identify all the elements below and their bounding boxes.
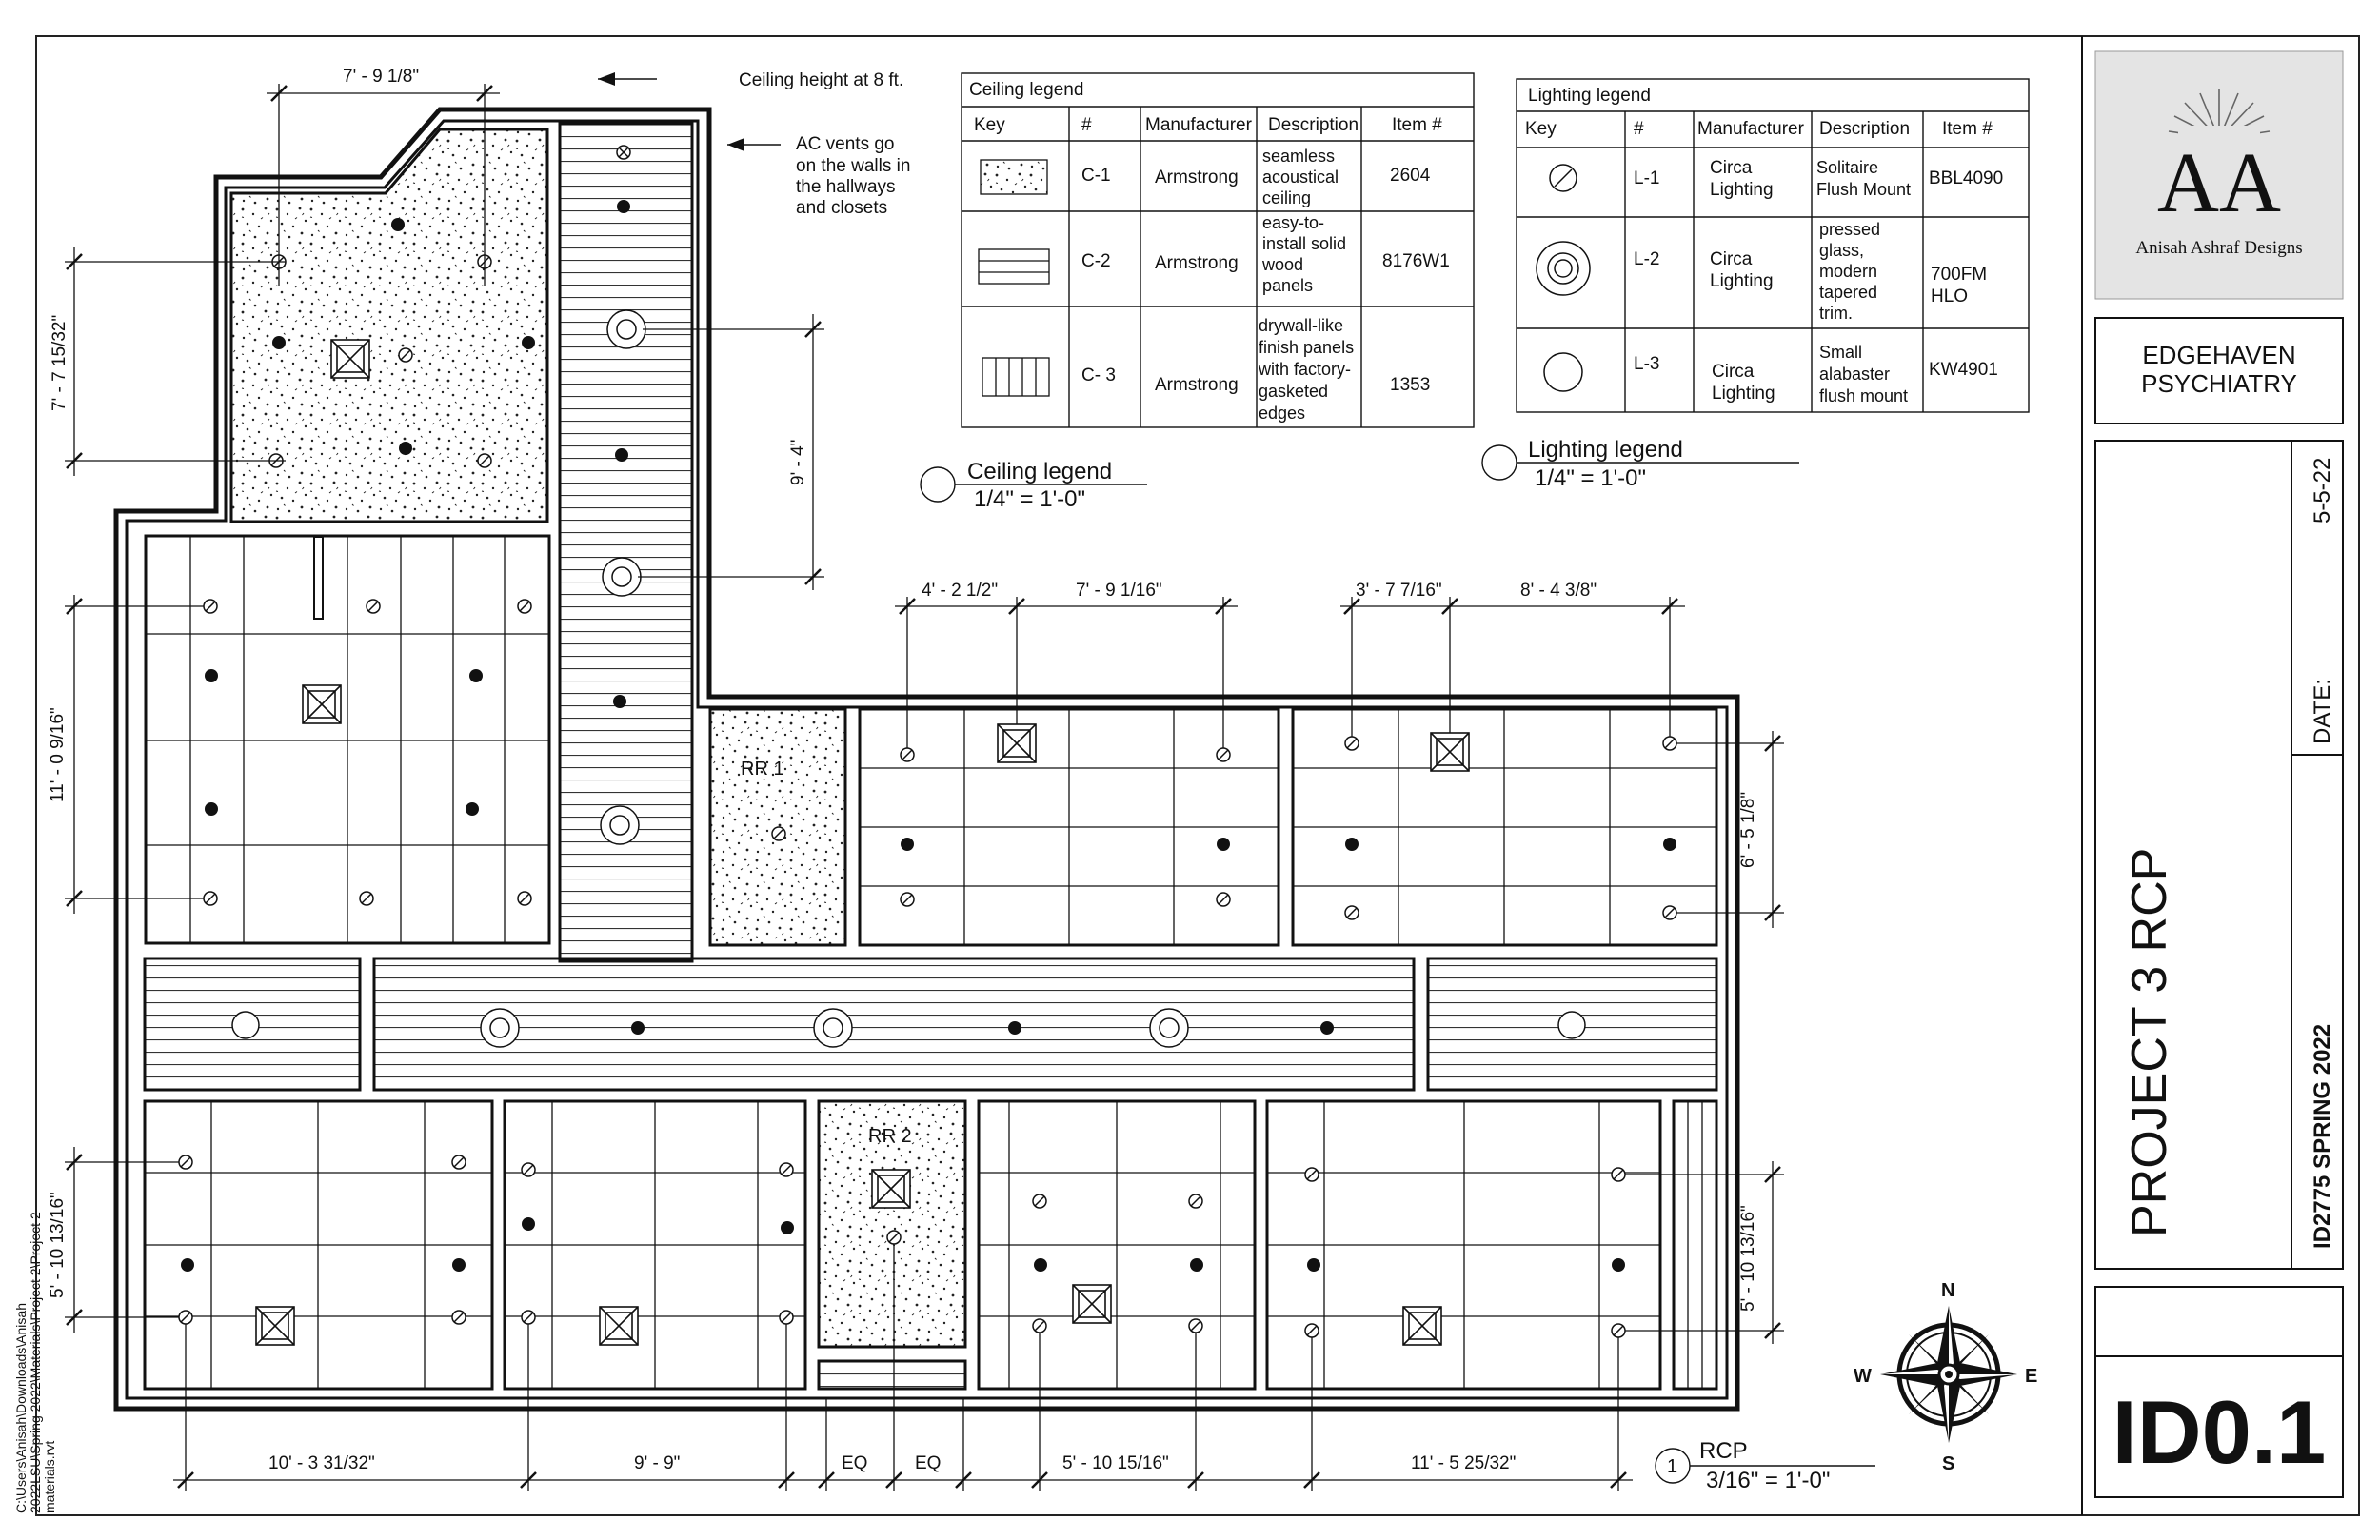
ceiling-header-item: Item # bbox=[1392, 115, 1442, 135]
arrow-head-icon bbox=[727, 138, 744, 151]
solitaire-flush-mount-icon bbox=[522, 1311, 535, 1324]
compass-east: E bbox=[2025, 1366, 2038, 1387]
room-bottom-3 bbox=[979, 1101, 1255, 1389]
ceiling-row2-num: C-2 bbox=[1081, 251, 1111, 271]
dim-office-b1: 3' - 7 7/16" bbox=[1356, 581, 1442, 601]
lighting-header-description: Description bbox=[1819, 119, 1911, 139]
dim-corridor: 9' - 4" bbox=[788, 439, 808, 485]
solitaire-flush-mount-icon bbox=[1663, 737, 1676, 750]
compass-south: S bbox=[1942, 1453, 1955, 1474]
lighting-row2-desc-2: glass, bbox=[1819, 241, 1865, 260]
lighting-header-key: Key bbox=[1525, 119, 1557, 139]
ac-vents-note-4: and closets bbox=[796, 198, 888, 218]
solitaire-flush-mount-icon bbox=[1033, 1194, 1046, 1208]
project-title: PROJECT 3 RCP bbox=[2122, 847, 2177, 1237]
pressed-glass-pendant-icon bbox=[1150, 1009, 1188, 1047]
room-left-grid bbox=[146, 536, 549, 943]
date-label: DATE: bbox=[2310, 679, 2335, 744]
ceiling-row3-manufacturer: Armstrong bbox=[1155, 375, 1239, 395]
client-name-line-1: EDGEHAVEN bbox=[2142, 341, 2296, 369]
solitaire-flush-mount-icon bbox=[179, 1155, 192, 1169]
dim-top: 7' - 9 1/8" bbox=[343, 67, 420, 87]
lighting-row3-desc-2: alabaster bbox=[1819, 365, 1891, 384]
solitaire-flush-mount-icon bbox=[1033, 1319, 1046, 1333]
file-path-line-1: C:\Users\Anisah\Downloads\Anisah bbox=[13, 1303, 29, 1513]
view-marker-icon bbox=[1482, 445, 1517, 480]
room-bottom-2 bbox=[505, 1101, 805, 1389]
ceiling-row1-desc-1: seamless bbox=[1262, 147, 1336, 166]
lighting-row2-mfr-1: Circa bbox=[1710, 249, 1753, 269]
ceiling-row1-manufacturer: Armstrong bbox=[1155, 168, 1239, 188]
lighting-row3-item: KW4901 bbox=[1929, 360, 1998, 380]
view-marker-icon bbox=[921, 467, 955, 502]
ac-vent-icon bbox=[256, 1307, 294, 1345]
ceiling-row2-item: 8176W1 bbox=[1382, 251, 1450, 271]
lighting-row1-item: BBL4090 bbox=[1929, 168, 2004, 188]
room-closet-right bbox=[1674, 1101, 1716, 1389]
solitaire-flush-mount-icon bbox=[452, 1155, 466, 1169]
dim-bottom-1: 10' - 3 31/32" bbox=[268, 1453, 375, 1473]
lighting-row3-desc-1: Small bbox=[1819, 343, 1863, 362]
ceiling-row2-manufacturer: Armstrong bbox=[1155, 253, 1239, 273]
solitaire-flush-mount-icon bbox=[780, 1163, 793, 1176]
client-name-line-2: PSYCHIATRY bbox=[2141, 369, 2297, 398]
ceiling-legend-callout bbox=[921, 459, 1147, 512]
lighting-legend-table bbox=[1517, 79, 2029, 412]
dim-bottom-2: 9' - 9" bbox=[634, 1453, 681, 1473]
file-path-line-3: materials.rvt bbox=[42, 1440, 57, 1513]
solitaire-flush-mount-icon bbox=[780, 1311, 793, 1324]
solitaire-flush-mount-icon bbox=[617, 146, 630, 159]
lighting-row2-desc-5: trim. bbox=[1819, 304, 1853, 323]
solitaire-flush-mount-icon bbox=[204, 892, 217, 905]
corridor-horizontal bbox=[145, 958, 1716, 1090]
ceiling-header-key: Key bbox=[974, 115, 1005, 135]
room-office-a bbox=[860, 709, 1279, 945]
solitaire-flush-mount-icon bbox=[179, 1311, 192, 1324]
lighting-callout-scale: 1/4" = 1'-0" bbox=[1535, 465, 1647, 491]
sheet-number: ID0.1 bbox=[2112, 1382, 2327, 1482]
dim-left-lower: 5' - 10 13/16" bbox=[48, 1192, 68, 1298]
firm-logo bbox=[2095, 51, 2343, 299]
solitaire-flush-mount-icon bbox=[399, 348, 412, 362]
lighting-row3-desc-3: flush mount bbox=[1819, 386, 1909, 405]
dim-bottom-5: 5' - 10 15/16" bbox=[1062, 1453, 1169, 1473]
lighting-row3-mfr-1: Circa bbox=[1712, 362, 1755, 382]
lighting-row3-num: L-3 bbox=[1634, 354, 1660, 374]
ceiling-height-note: Ceiling height at 8 ft. bbox=[739, 70, 904, 90]
ceiling-header-description: Description bbox=[1268, 115, 1359, 135]
lighting-header-manufacturer: Manufacturer bbox=[1697, 119, 1804, 139]
room-label-rr2: RR 2 bbox=[868, 1126, 912, 1147]
file-path-line-2: 2022LSU\Spring 2022\Materials\Project 2\Project 2 bbox=[28, 1212, 43, 1513]
ceiling-callout-scale: 1/4" = 1'-0" bbox=[974, 486, 1086, 512]
lighting-row3-mfr-2: Lighting bbox=[1712, 384, 1775, 404]
lighting-row1-desc-1: Solitaire bbox=[1816, 158, 1879, 177]
dim-right-lower: 5' - 10 13/16" bbox=[1738, 1205, 1758, 1312]
ceiling-row1-desc-2: acoustical bbox=[1262, 168, 1339, 187]
room-label-rr1: RR 1 bbox=[741, 759, 784, 780]
pressed-glass-pendant-icon bbox=[603, 558, 641, 596]
solitaire-flush-mount-icon bbox=[1345, 737, 1359, 750]
ac-vent-icon bbox=[600, 1307, 638, 1345]
ac-vent-icon bbox=[998, 724, 1036, 762]
ac-vents-note-1: AC vents go bbox=[796, 134, 895, 154]
ac-vent-icon bbox=[331, 340, 369, 378]
lighting-header-item: Item # bbox=[1942, 119, 1993, 139]
solitaire-flush-mount-icon bbox=[1305, 1324, 1319, 1337]
ceiling-legend-table bbox=[962, 73, 1474, 427]
solitaire-flush-mount-icon bbox=[1189, 1194, 1202, 1208]
alabaster-flush-mount-icon bbox=[232, 1012, 259, 1038]
solitaire-flush-mount-icon bbox=[1612, 1324, 1625, 1337]
dim-left-upper: 7' - 7 15/32" bbox=[50, 314, 69, 411]
compass-rose bbox=[1854, 1280, 2037, 1474]
compass-west: W bbox=[1854, 1366, 1872, 1387]
ceiling-header-num: # bbox=[1081, 115, 1092, 135]
solitaire-flush-mount-icon bbox=[772, 827, 785, 840]
ac-vent-icon bbox=[1073, 1285, 1111, 1323]
ceiling-row1-num: C-1 bbox=[1081, 166, 1111, 186]
ac-vents-note-3: the hallways bbox=[796, 177, 896, 197]
pressed-glass-pendant-icon bbox=[601, 806, 639, 844]
firm-name: Anisah Ashraf Designs bbox=[2135, 238, 2303, 258]
dim-right-upper: 6' - 5 1/8" bbox=[1738, 791, 1758, 868]
arrow-head-icon bbox=[598, 72, 615, 86]
compass-north: N bbox=[1941, 1280, 1955, 1301]
alabaster-flush-mount-icon bbox=[1558, 1012, 1585, 1038]
lighting-legend-title: Lighting legend bbox=[1528, 86, 1651, 106]
ceiling-row1-desc-3: ceiling bbox=[1262, 188, 1312, 207]
dim-office-b2: 8' - 4 3/8" bbox=[1520, 581, 1597, 601]
solitaire-flush-mount-icon bbox=[518, 892, 531, 905]
solitaire-flush-mount-icon bbox=[367, 600, 380, 613]
room-bottom-4 bbox=[1267, 1101, 1660, 1389]
dim-bottom-3: EQ bbox=[842, 1453, 868, 1473]
ceiling-row2-desc-3: wood bbox=[1262, 255, 1304, 274]
ceiling-row3-desc-3: with factory- bbox=[1259, 360, 1352, 379]
solitaire-flush-mount-icon bbox=[1612, 1168, 1625, 1181]
ac-vent-icon bbox=[1431, 733, 1469, 771]
solitaire-flush-mount-icon bbox=[522, 1163, 535, 1176]
ceiling-header-manufacturer: Manufacturer bbox=[1145, 115, 1252, 135]
solitaire-flush-mount-icon bbox=[478, 454, 491, 467]
ceiling-row3-desc-5: edges bbox=[1259, 404, 1306, 423]
ceiling-callout-title: Ceiling legend bbox=[967, 459, 1113, 484]
rcp-callout-title: RCP bbox=[1699, 1438, 1748, 1464]
lighting-row2-desc-4: tapered bbox=[1819, 283, 1878, 302]
solitaire-flush-mount-icon bbox=[204, 600, 217, 613]
solitaire-flush-mount-icon bbox=[518, 600, 531, 613]
dim-bottom-4: EQ bbox=[915, 1453, 942, 1473]
ceiling-row2-desc-4: panels bbox=[1262, 276, 1314, 295]
ac-vent-icon bbox=[303, 685, 341, 723]
title-block bbox=[2082, 36, 2343, 1515]
pressed-glass-pendant-icon bbox=[1537, 242, 1590, 295]
rcp-callout bbox=[1656, 1438, 1875, 1493]
pressed-glass-pendant-icon bbox=[607, 310, 645, 348]
drywall-panel-swatch-icon bbox=[982, 358, 1049, 396]
lighting-row2-desc-1: pressed bbox=[1819, 220, 1881, 239]
course-label: ID2775 SPRING 2022 bbox=[2310, 1023, 2335, 1249]
ceiling-row1-item: 2604 bbox=[1390, 166, 1431, 186]
ceiling-row3-desc-4: gasketed bbox=[1259, 382, 1329, 401]
dim-office-a2: 7' - 9 1/16" bbox=[1076, 581, 1162, 601]
ceiling-row3-desc-1: drywall-like bbox=[1259, 316, 1344, 335]
lighting-legend-callout bbox=[1482, 437, 1799, 491]
rcp-callout-scale: 3/16" = 1'-0" bbox=[1706, 1468, 1831, 1493]
ceiling-row2-desc-2: install solid bbox=[1262, 234, 1347, 253]
lighting-row1-mfr-1: Circa bbox=[1710, 158, 1753, 178]
pressed-glass-pendant-icon bbox=[814, 1009, 852, 1047]
date-value: 5-5-22 bbox=[2310, 457, 2335, 523]
solitaire-flush-mount-icon bbox=[1663, 906, 1676, 919]
pressed-glass-pendant-icon bbox=[481, 1009, 519, 1047]
lighting-row1-mfr-2: Lighting bbox=[1710, 180, 1774, 200]
solitaire-flush-mount-icon bbox=[360, 892, 373, 905]
ceiling-row3-num: C- 3 bbox=[1081, 365, 1116, 385]
rcp-callout-number: 1 bbox=[1667, 1456, 1678, 1477]
ac-vent-icon bbox=[872, 1170, 910, 1208]
solitaire-flush-mount-icon bbox=[1345, 906, 1359, 919]
lighting-row1-desc-2: Flush Mount bbox=[1816, 180, 1912, 199]
dim-left-middle: 11' - 0 9/16" bbox=[48, 707, 68, 802]
solitaire-flush-mount-icon bbox=[1217, 748, 1230, 761]
ac-vent-icon bbox=[1403, 1307, 1441, 1345]
ceiling-row3-item: 1353 bbox=[1390, 375, 1431, 395]
lighting-row1-num: L-1 bbox=[1634, 168, 1660, 188]
solitaire-flush-mount-icon bbox=[1217, 893, 1230, 906]
alabaster-flush-mount-icon bbox=[1544, 353, 1582, 391]
ceiling-row2-desc-1: easy-to- bbox=[1262, 213, 1325, 232]
wood-panel-swatch-icon bbox=[979, 249, 1049, 284]
lighting-row2-desc-3: modern bbox=[1819, 262, 1878, 281]
ceiling-row3-desc-2: finish panels bbox=[1259, 338, 1355, 357]
ac-vents-note-2: on the walls in bbox=[796, 156, 911, 176]
ceiling-legend-title: Ceiling legend bbox=[969, 80, 1084, 100]
lighting-row2-item-2: HLO bbox=[1931, 286, 1969, 306]
solitaire-flush-mount-icon bbox=[901, 748, 914, 761]
lighting-row2-mfr-2: Lighting bbox=[1710, 271, 1774, 291]
solitaire-flush-mount-icon bbox=[1189, 1319, 1202, 1333]
lighting-row2-item-1: 700FM bbox=[1931, 265, 1988, 285]
dim-bottom-6: 11' - 5 25/32" bbox=[1411, 1453, 1517, 1473]
solitaire-flush-mount-icon bbox=[1550, 165, 1577, 191]
lighting-callout-title: Lighting legend bbox=[1528, 437, 1683, 463]
solitaire-flush-mount-icon bbox=[901, 893, 914, 906]
room-bottom-1 bbox=[145, 1101, 492, 1389]
dim-office-a1: 4' - 2 1/2" bbox=[922, 581, 999, 601]
solitaire-flush-mount-icon bbox=[452, 1311, 466, 1324]
lighting-row2-num: L-2 bbox=[1634, 249, 1660, 269]
acoustical-ceiling-swatch-icon bbox=[981, 160, 1047, 194]
solitaire-flush-mount-icon bbox=[1305, 1168, 1319, 1181]
logo-mark: AA bbox=[2157, 136, 2281, 230]
lighting-header-num: # bbox=[1634, 119, 1644, 139]
solitaire-flush-mount-icon bbox=[887, 1231, 901, 1244]
